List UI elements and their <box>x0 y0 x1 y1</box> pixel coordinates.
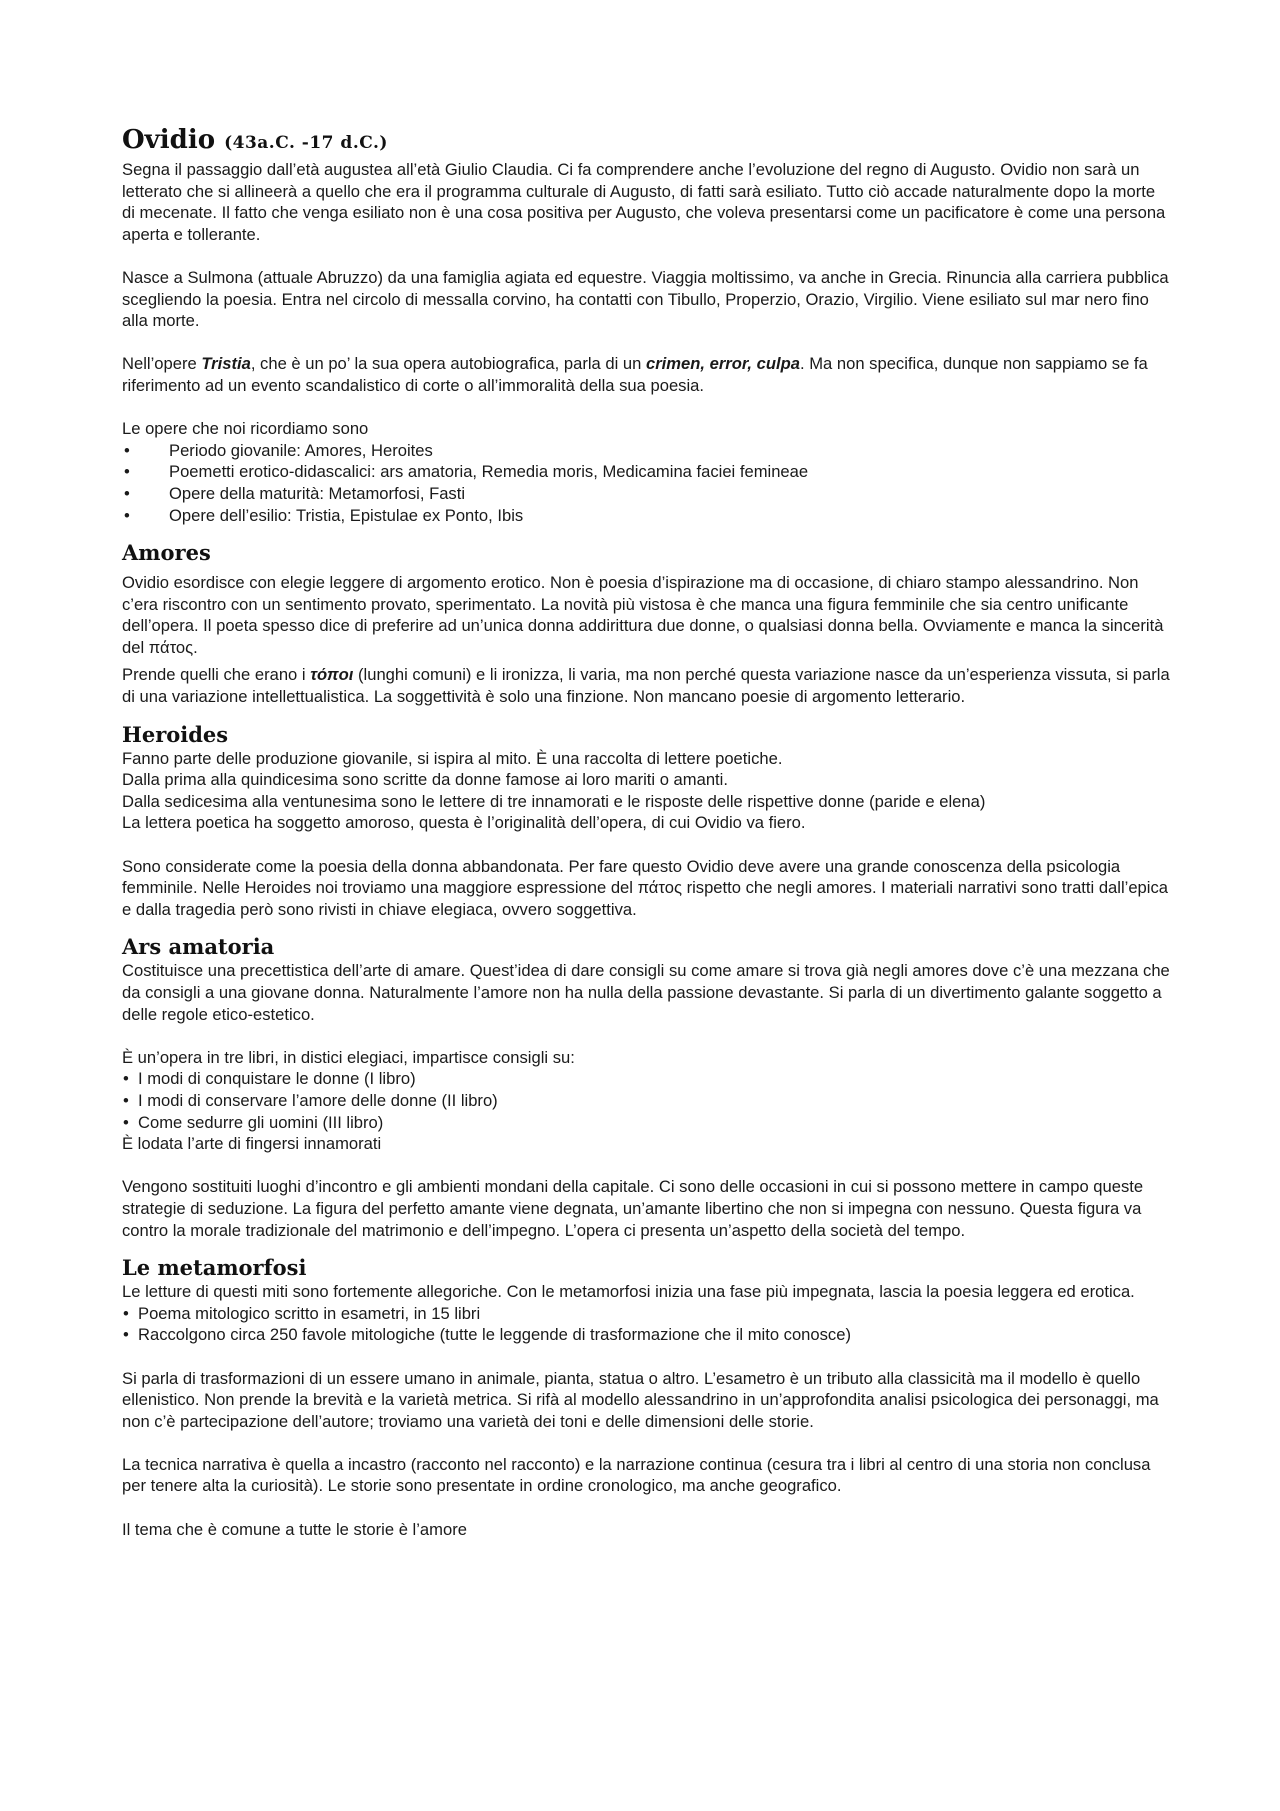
pathos-term: πάτος <box>148 637 194 657</box>
metamorfosi-paragraph-1: Le letture di questi miti sono fortemente allegoriche. Con le metamorfosi inizia una fase più impegnata, lascia la poesia leggera ed erotica. <box>122 1282 1135 1302</box>
list-item: • Poema mitologico scritto in esametri, in 15 libri <box>122 1303 1172 1325</box>
heading-ars-amatoria: Ars amatoria <box>122 934 275 960</box>
amores-paragraph-1: Ovidio esordisce con elegie leggere di argomento erotico. Non è poesia d’ispirazione ma di occasione, di chiaro stampo alessandrino. Non c’era riscontro con un sentimento provato, sperimentato. La novità più vistosa è che manca una figura femminile che sia centro unificante dell’opera. Il poeta spesso dice di preferire ad un’unica donna addirittura due donne, o qualsiasi donna bella. Ovviamente e manca la sincerità del πάτος. <box>122 573 1164 657</box>
heading-metamorfosi: Le metamorfosi <box>122 1255 307 1281</box>
heroides-paragraph-2: Sono considerate come la poesia della donna abbandonata. Per fare questo Ovidio deve avere una grande conoscenza della psicologia femminile. Nelle Heroides noi troviamo una maggiore espressione del πάτος rispetto che negli amores. I materiali narrativi sono tratti dall’epica e dalla tragedia però sono rivisti in chiave elegiaca, ovvero soggettiva. <box>122 856 1169 919</box>
title-name: Ovidio <box>122 125 216 155</box>
list-item: • I modi di conquistare le donne (I libro) <box>122 1068 1172 1090</box>
document-page <box>122 124 1172 1540</box>
list-item: • Raccolgono circa 250 favole mitologiche (tutte le leggende di trasformazione che il mito conosce) <box>122 1324 1172 1346</box>
amores-paragraph-2: Prende quelli che erano i τόποι (lunghi comuni) e li ironizza, li varia, ma non perché questa variazione nasce da un’esperienza vissuta, si parla di una variazione intellettualistica. La soggettività è solo una finzione. Non mancano poesie di argomento letterario. <box>122 665 1170 707</box>
metamorfosi-paragraph-3: La tecnica narrativa è quella a incastro (racconto nel racconto) e la narrazione continua (cesura tra i libri al centro di una storia non conclusa per tenere alta la curiosità). Le storie sono presentate in ordine cronologico, ma anche geografico. <box>122 1454 1151 1496</box>
heroides-line: Dalla sedicesima alla ventunesima sono le lettere di tre innamorati e le risposte delle rispettive donne (paride e elena) <box>122 791 986 811</box>
metamorfosi-paragraph-2: Si parla di trasformazioni di un essere umano in animale, pianta, statua o altro. L’esametro è un tributo alla classicità ma il modello è quello ellenistico. Non prende la brevità e la varietà metrica. Si rifà al modello alessandrino in un’approfondita analisi psicologica dei personaggi, ma non c’è partecipazione dell’autore; troviamo una varietà dei toni e delle dimensioni delle storie. <box>122 1368 1159 1431</box>
works-intro: Le opere che noi ricordiamo sono <box>122 419 369 439</box>
heroides-line: Fanno parte delle produzione giovanile, si ispira al mito. È una raccolta di lettere poetiche. <box>122 748 783 768</box>
list-item: • Opere della maturità: Metamorfosi, Fasti <box>122 483 1172 505</box>
ars-paragraph-2: Vengono sostituiti luoghi d’incontro e gli ambienti mondani della capitale. Ci sono delle occasioni in cui si possono mettere in campo queste strategie di seduzione. La figura del perfetto amante viene degnata, un’amante libertino che non si impegna con nessuno. Questa figura va contro la morale tradizionale del matrimonio e dell’impegno. L’opera ci presenta un’aspetto della società del tempo. <box>122 1177 1144 1240</box>
metamorfosi-paragraph-4: Il tema che è comune a tutte le storie è l’amore <box>122 1519 467 1539</box>
intro-paragraph-1: Segna il passaggio dall’età augustea all’età Giulio Claudia. Ci fa comprendere anche l’evoluzione del regno di Augusto. Ovidio non sarà un letterato che si allineerà a quello che era il programma culturale di Augusto, di fatti sarà esiliato. Tutto ciò accade naturalmente dopo la morte di mecenate. Il fatto che venga esiliato non è una cosa positiva per Augusto, che voleva presentarsi come un pacificatore è come una persona aperta e tollerante. <box>122 160 1166 244</box>
page-title <box>122 124 1172 159</box>
list-item: • Come sedurre gli uomini (III libro) <box>122 1112 1172 1134</box>
list-item: • Periodo giovanile: Amores, Heroites <box>122 440 1172 462</box>
metamorfosi-list <box>122 1303 1172 1346</box>
pathos-term: πάτος <box>637 878 682 898</box>
list-item: • Opere dell’esilio: Tristia, Epistulae ex Ponto, Ibis <box>122 505 1172 527</box>
heroides-line: Dalla prima alla quindicesima sono scritte da donne famose ai loro mariti o amanti. <box>122 770 728 790</box>
heading-heroides: Heroides <box>122 721 229 747</box>
heroides-line: La lettera poetica ha soggetto amoroso, questa è l’originalità dell’opera, di cui Ovidio va fiero. <box>122 813 806 833</box>
intro-paragraph-3: Nell’opere Tristia, che è un po’ la sua opera autobiografica, parla di un crimen, error, culpa. Ma non specifica, dunque non sappiamo se fa riferimento ad un evento scandalistico di corte o all’immoralità della sua poesia. <box>122 354 1148 395</box>
list-item: • I modi di conservare l’amore delle donne (II libro) <box>122 1090 1172 1112</box>
ars-list-intro: È un’opera in tre libri, in distici elegiaci, impartisce consigli su: <box>122 1047 575 1067</box>
crimen-term: crimen, error, culpa <box>645 354 800 374</box>
works-list <box>122 440 1172 526</box>
ars-paragraph-1: Costituisce una precettistica dell’arte di amare. Quest’idea di dare consigli su come amare si trova già negli amores dove c’è una mezzana che da consigli a una giovane donna. Naturalmente l’amore non ha nulla della passione devastante. Si parla di un divertimento galante soggetto a delle regole etico-estetico. <box>122 961 1170 1024</box>
intro-paragraph-2: Nasce a Sulmona (attuale Abruzzo) da una famiglia agiata ed equestre. Viaggia moltissimo, va anche in Grecia. Rinuncia alla carriera pubblica scegliendo la poesia. Entra nel circolo di messalla corvino, ha contatti con Tibullo, Properzio, Orazio, Virgilio. Viene esiliato sul mar nero fino alla morte. <box>122 267 1169 331</box>
list-item: • Poemetti erotico-didascalici: ars amatoria, Remedia moris, Medicamina faciei femineae <box>122 461 1172 483</box>
title-dates: (43a.C. -17 d.C.) <box>224 133 388 153</box>
ars-list-outro: È lodata l’arte di fingersi innamorati <box>122 1134 382 1154</box>
ars-list <box>122 1068 1172 1133</box>
heading-amores: Amores <box>122 540 211 566</box>
topoi-term: τόποι <box>310 665 354 685</box>
tristia-term: Tristia <box>201 354 251 374</box>
